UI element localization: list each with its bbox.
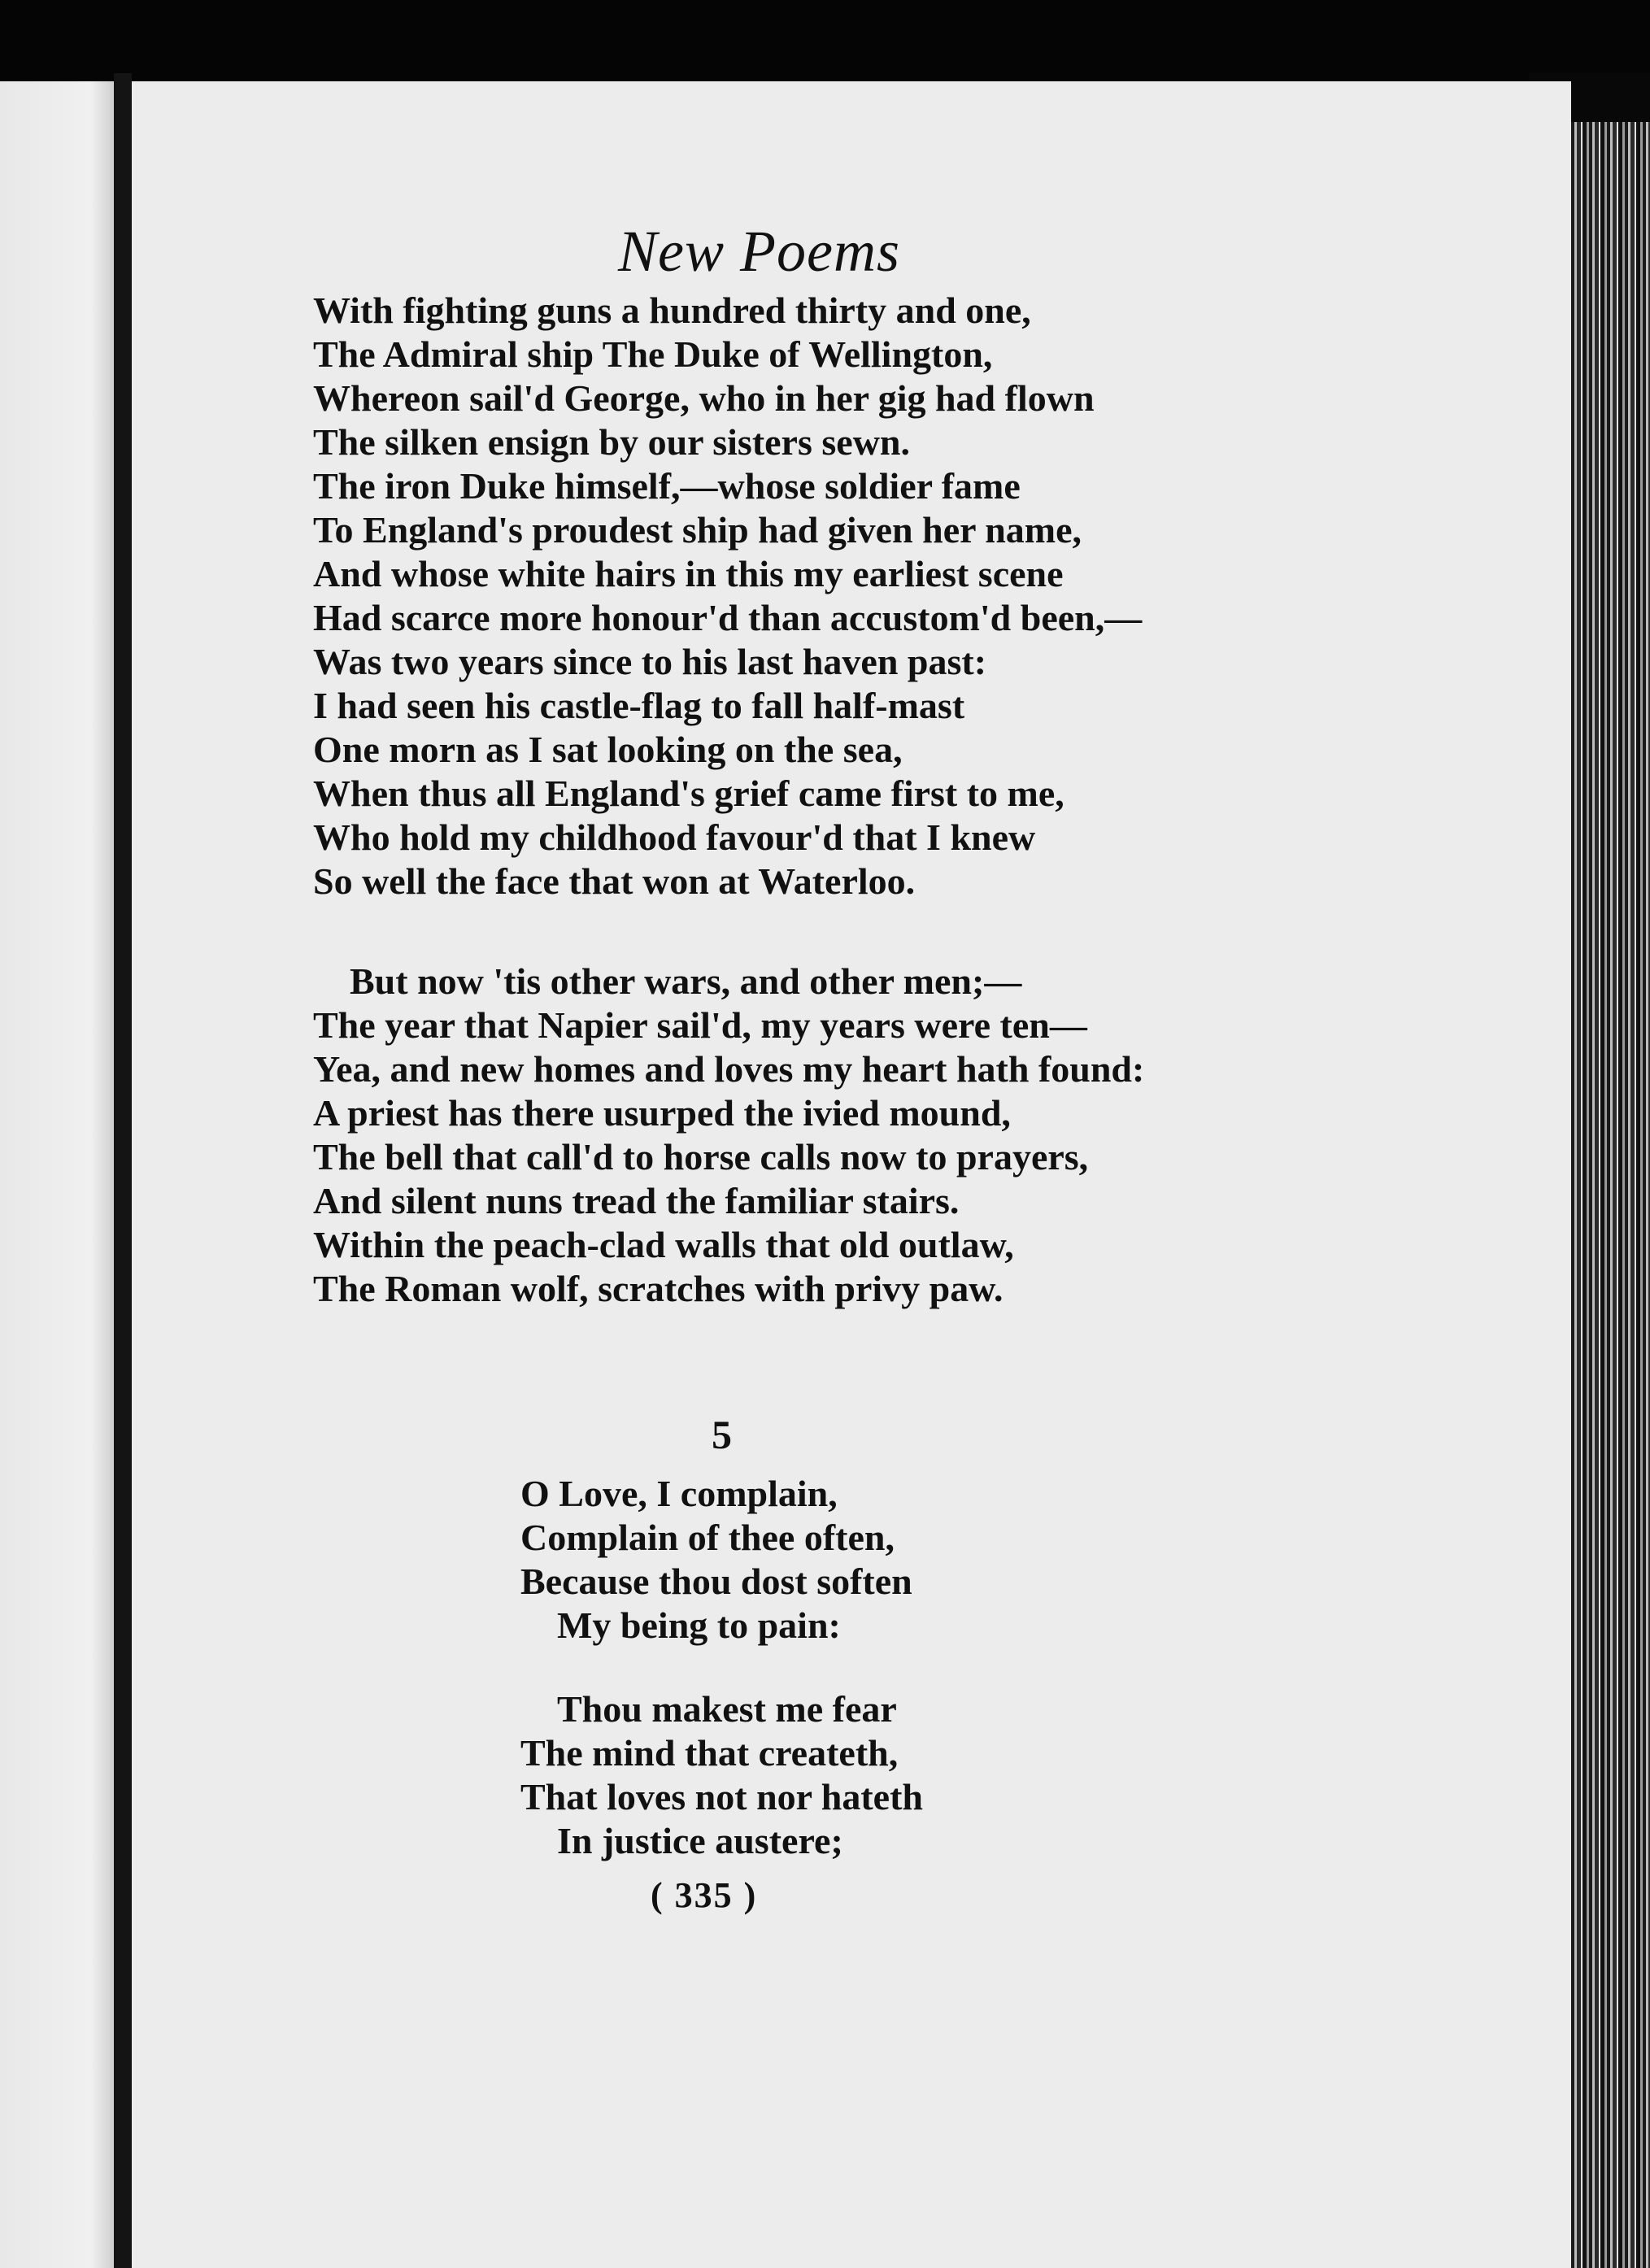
poem5-stanza-1 — [520, 1472, 912, 1648]
poem-line: Whereon sail'd George, who in her gig had flown — [313, 377, 1095, 419]
page-edges — [1571, 122, 1650, 2268]
poem-line: The year that Napier sail'd, my years were ten— — [313, 1004, 1087, 1046]
facing-page-margin — [0, 81, 114, 2268]
poem-line: To England's proudest ship had given her name, — [313, 509, 1082, 551]
page-number: ( 335 ) — [651, 1875, 758, 1915]
stanza-1 — [313, 289, 1142, 903]
book-gutter — [114, 73, 132, 2268]
poem-line: Within the peach-clad walls that old outlaw, — [313, 1224, 1014, 1265]
poem-line: The bell that call'd to horse calls now to prayers, — [313, 1136, 1089, 1178]
poem-line: And silent nuns tread the familiar stairs. — [313, 1180, 960, 1221]
poem-line: Who hold my childhood favour'd that I knew — [313, 816, 1036, 858]
poem-line: That loves not nor hateth — [520, 1776, 923, 1817]
running-head: New Poems — [618, 219, 900, 284]
poem-line: O Love, I complain, — [520, 1473, 838, 1514]
poem-line: The mind that createth, — [520, 1732, 899, 1774]
poem-line: Thou makest me fear — [557, 1688, 897, 1730]
poem-line: A priest has there usurped the ivied mound, — [313, 1092, 1011, 1134]
poem-line: Yea, and new homes and loves my heart hath found: — [313, 1048, 1145, 1090]
poem-line: Had scarce more honour'd than accustom'd been,— — [313, 597, 1143, 638]
poem-line: My being to pain: — [557, 1604, 841, 1646]
poem-line: Was two years since to his last haven past: — [313, 641, 987, 682]
poem-line: Because thou dost soften — [520, 1561, 912, 1602]
poem-line: But now 'tis other wars, and other men;— — [350, 960, 1022, 1002]
poem-line: When thus all England's grief came first to me, — [313, 773, 1064, 814]
poem-line: The Roman wolf, scratches with privy paw. — [313, 1268, 1003, 1309]
poem5-stanza-2 — [520, 1687, 923, 1863]
section-number: 5 — [712, 1412, 732, 1457]
poem-line: Complain of thee often, — [520, 1517, 895, 1558]
poem-line: The Admiral ship The Duke of Wellington, — [313, 333, 993, 375]
poem-line: The silken ensign by our sisters sewn. — [313, 421, 911, 463]
poem-line: One morn as I sat looking on the sea, — [313, 729, 903, 770]
poem-line: With fighting guns a hundred thirty and one, — [313, 289, 1031, 331]
poem-line: And whose white hairs in this my earliest scene — [313, 553, 1064, 594]
poem-line: So well the face that won at Waterloo. — [313, 860, 916, 902]
stanza-2 — [313, 960, 1144, 1311]
poem-line: In justice austere; — [557, 1820, 843, 1861]
poem-line: The iron Duke himself,—whose soldier fame — [313, 465, 1021, 507]
poem-line: I had seen his castle-flag to fall half-mast — [313, 685, 965, 726]
